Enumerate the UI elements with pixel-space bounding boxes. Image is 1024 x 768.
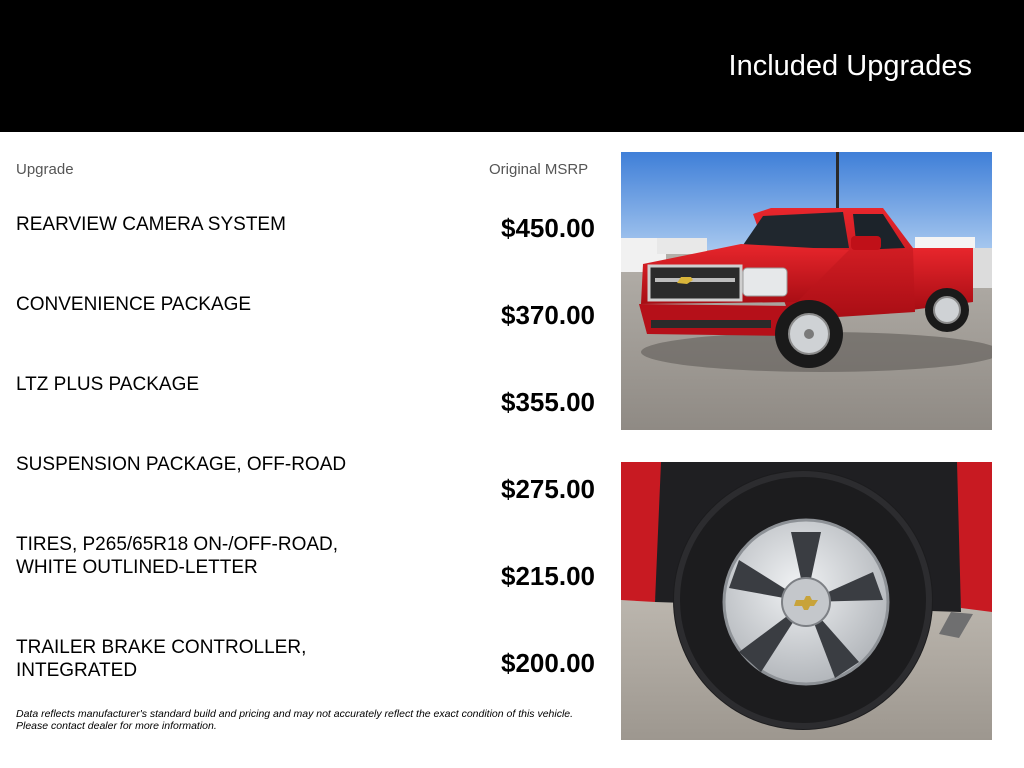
column-header-msrp: Original MSRP bbox=[489, 161, 589, 178]
upgrade-name: REARVIEW CAMERA SYSTEM bbox=[16, 214, 286, 235]
truck-photo bbox=[621, 152, 992, 430]
upgrade-price: $200.00 bbox=[501, 648, 595, 678]
column-header-upgrade: Upgrade bbox=[16, 161, 74, 178]
disclaimer-text: Data reflects manufacturer's standard build and pricing and may not accurately reflect the exact condition of this vehicle. Please contact dealer for more information. bbox=[16, 708, 574, 732]
upgrade-price: $275.00 bbox=[501, 474, 595, 504]
upgrade-price: $215.00 bbox=[501, 561, 595, 591]
upgrade-name: LTZ PLUS PACKAGE bbox=[16, 374, 200, 395]
upgrade-name: TRAILER BRAKE CONTROLLER, INTEGRATED bbox=[16, 637, 307, 681]
upgrade-price: $370.00 bbox=[501, 300, 595, 330]
header-bar bbox=[0, 0, 1024, 132]
upgrade-price: $450.00 bbox=[501, 213, 595, 243]
upgrade-name: TIRES, P265/65R18 ON-/OFF-ROAD, WHITE OUTLINED-LETTER bbox=[16, 534, 339, 578]
wheel-photo bbox=[621, 462, 992, 740]
upgrade-price: $355.00 bbox=[501, 387, 595, 417]
upgrade-name: CONVENIENCE PACKAGE bbox=[16, 294, 252, 315]
page-title: Included Upgrades bbox=[728, 50, 972, 82]
upgrade-name: SUSPENSION PACKAGE, OFF-ROAD bbox=[16, 454, 347, 475]
